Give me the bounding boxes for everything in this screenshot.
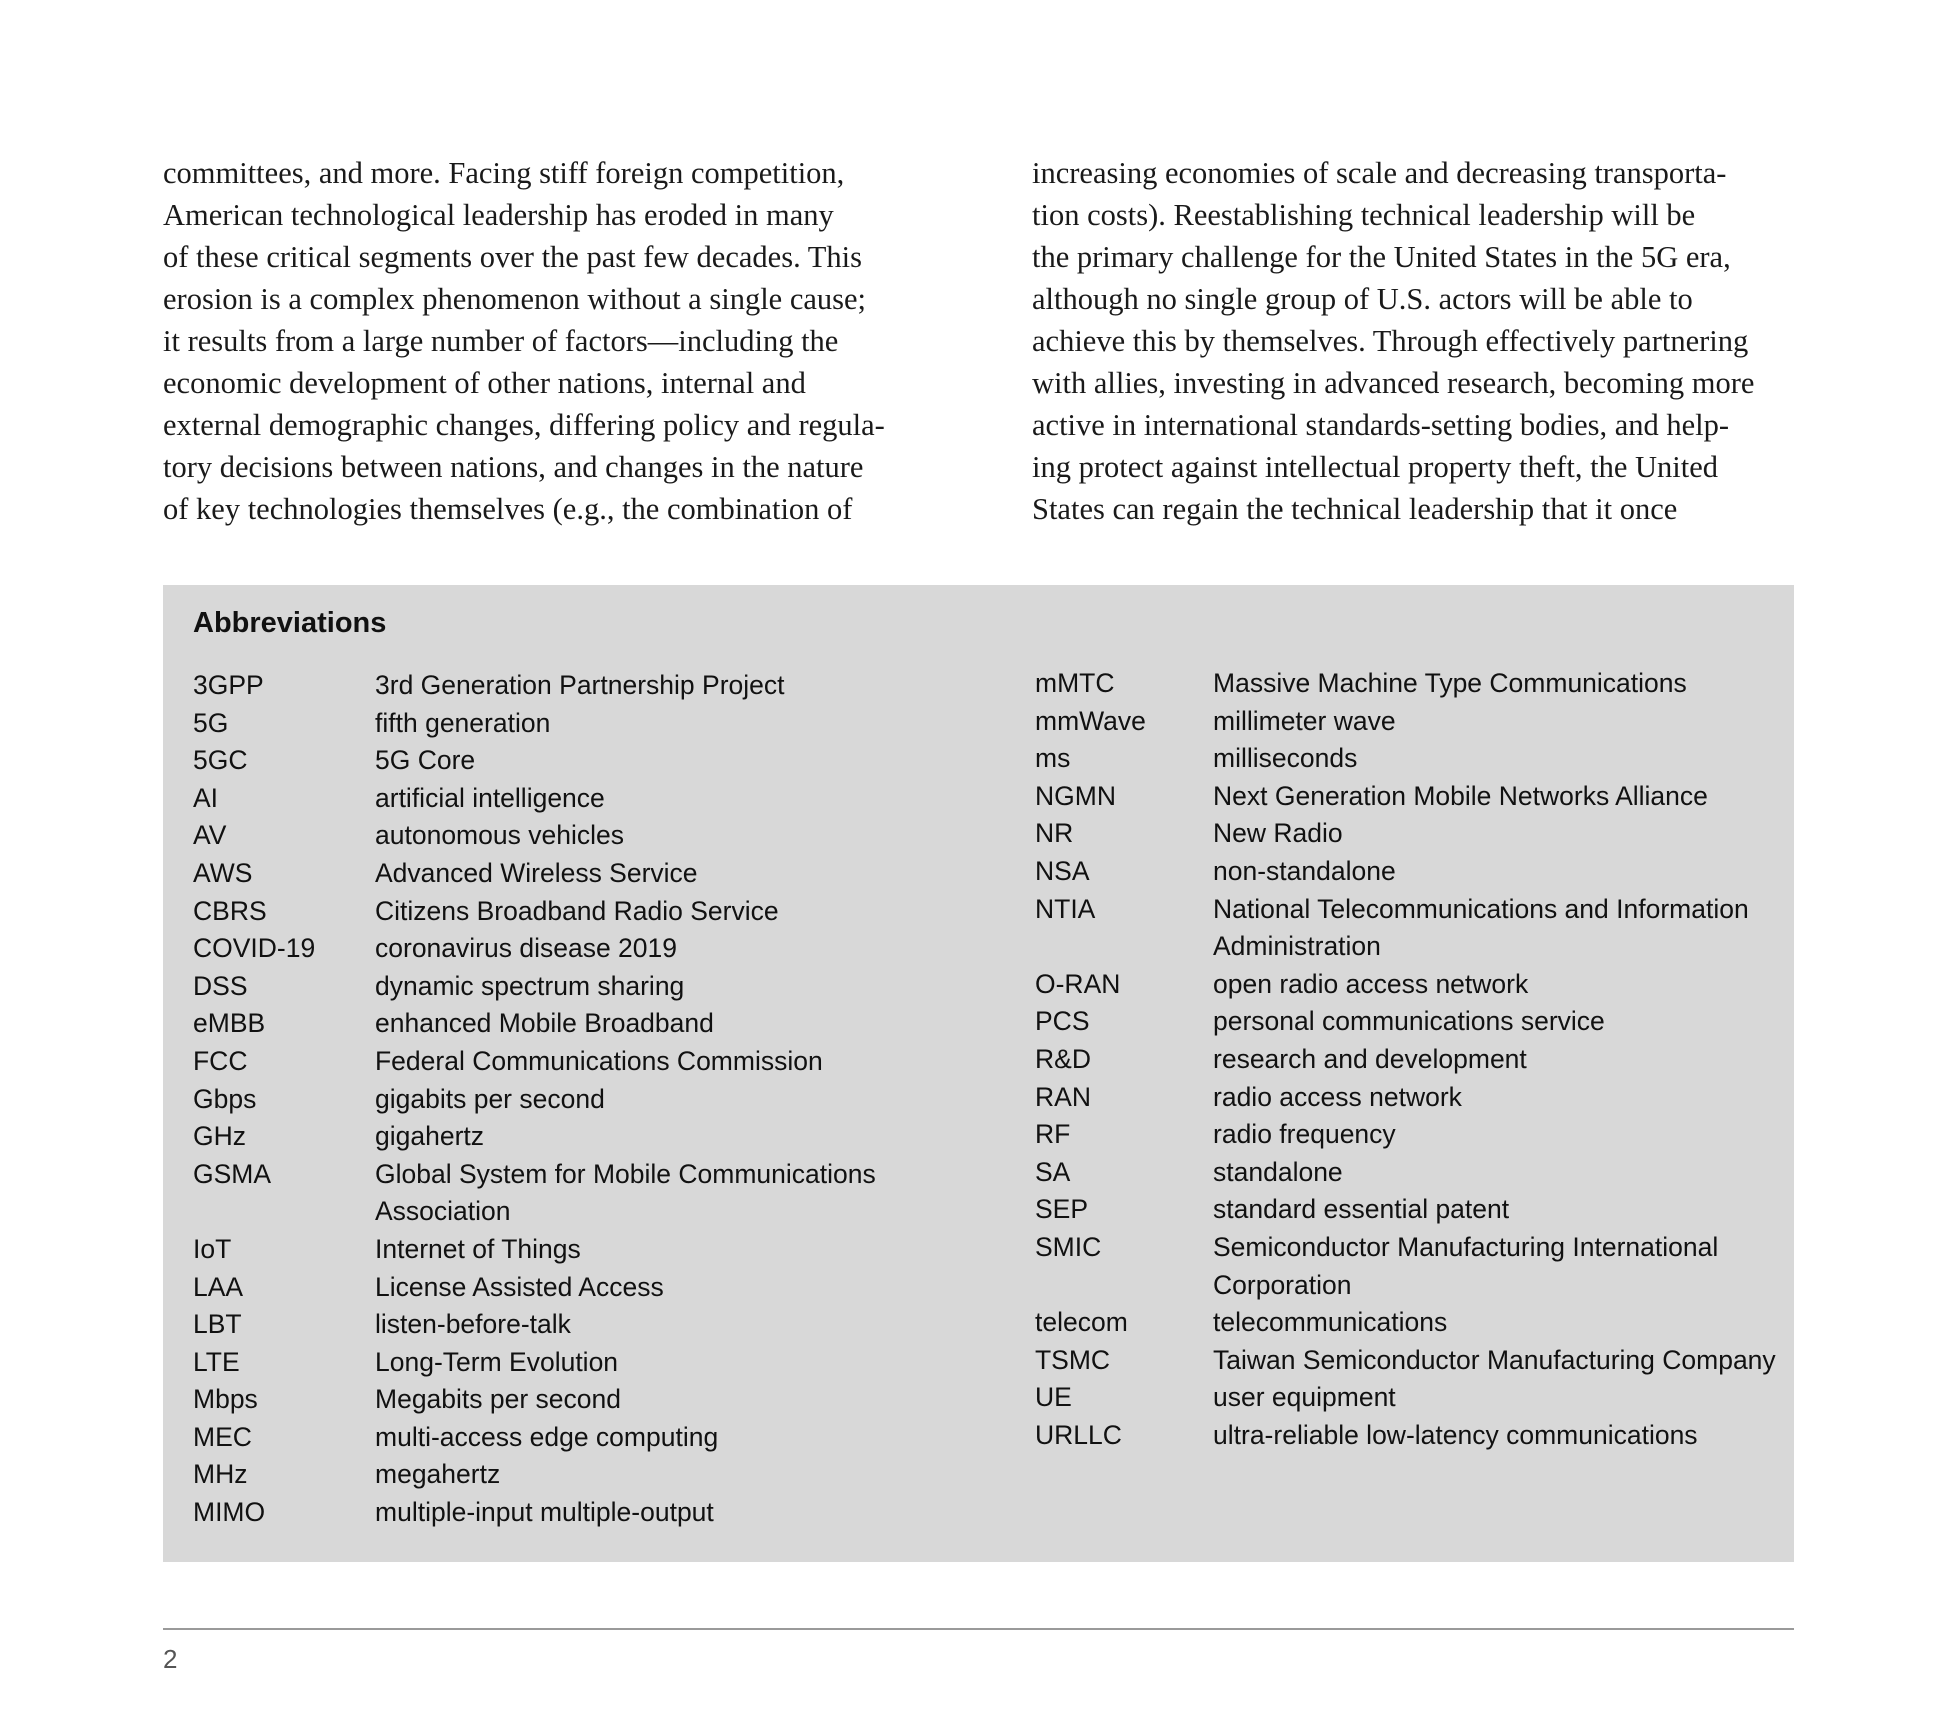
abbreviation-definition: gigahertz — [375, 1121, 485, 1152]
abbreviation-definition: Long-Term Evolution — [375, 1346, 619, 1377]
abbreviation-definition: Federal Communications Commission — [375, 1045, 823, 1076]
abbreviation-term: MIMO — [193, 1497, 266, 1528]
abbreviation-term: LAA — [193, 1271, 244, 1302]
abbreviation-definition: gigabits per second — [375, 1083, 605, 1114]
abbreviation-term: RAN — [1035, 1081, 1091, 1112]
abbreviation-term: SEP — [1035, 1194, 1089, 1225]
abbreviation-term: mMTC — [1035, 668, 1115, 698]
abbreviation-row — [1035, 1116, 1788, 1154]
abbreviation-definition: user equipment — [1213, 1382, 1396, 1413]
abbreviation-definition: autonomous vehicles — [375, 820, 624, 851]
abbreviation-definition: Citizens Broadband Radio Service — [375, 895, 779, 926]
abbreviations-box — [163, 585, 1794, 1562]
abbreviation-row — [1035, 1342, 1788, 1380]
abbreviation-term: NGMN — [1035, 780, 1116, 811]
abbreviation-definition: Taiwan Semiconductor Manufacturing Company — [1213, 1344, 1776, 1375]
abbreviation-row — [1035, 740, 1788, 778]
abbreviation-term: Mbps — [193, 1384, 258, 1415]
abbreviation-row — [1035, 815, 1788, 853]
abbreviation-term: PCS — [1035, 1006, 1090, 1037]
abbreviation-row — [193, 817, 935, 855]
abbreviation-row — [193, 1419, 935, 1457]
body-text-line: States can regain the technical leadership that it once — [1032, 492, 1678, 526]
abbreviation-term: COVID-19 — [193, 933, 316, 964]
abbreviation-row — [1035, 778, 1788, 816]
abbreviation-definition: artificial intelligence — [375, 782, 605, 813]
abbreviation-term: UE — [1035, 1382, 1072, 1413]
abbreviation-definition: Semiconductor Manufacturing International Corporation — [1213, 1231, 1719, 1300]
body-text-line: with allies, investing in advanced research, becoming more — [1032, 366, 1755, 400]
body-text-line: committees, and more. Facing stiff foreign competition, — [163, 156, 845, 190]
abbreviation-row — [193, 780, 935, 818]
abbreviation-term: Gbps — [193, 1083, 257, 1114]
body-text-line: American technological leadership has eroded in many — [163, 198, 834, 232]
abbreviation-row — [193, 1494, 935, 1532]
abbreviation-row — [1035, 1041, 1788, 1079]
abbreviation-definition: Next Generation Mobile Networks Alliance — [1213, 780, 1708, 811]
abbreviation-term: AWS — [193, 857, 253, 888]
abbreviation-row — [1035, 1191, 1788, 1229]
abbreviation-term: URLLC — [1035, 1419, 1122, 1450]
abbreviation-row — [193, 742, 935, 780]
abbreviation-term: TSMC — [1035, 1344, 1111, 1375]
abbreviation-definition: non-standalone — [1213, 855, 1396, 886]
abbreviation-row — [193, 667, 935, 705]
abbreviations-list-right — [1035, 665, 1788, 1454]
abbreviations-list-left — [193, 667, 935, 1532]
page-number: 2 — [163, 1644, 178, 1674]
abbreviation-definition: listen-before-talk — [375, 1309, 571, 1340]
abbreviation-definition: 5G Core — [375, 745, 476, 776]
abbreviation-row — [1035, 966, 1788, 1004]
abbreviation-row — [193, 1381, 935, 1419]
body-text-right-column — [1032, 152, 1802, 530]
abbreviation-term: RF — [1035, 1119, 1071, 1150]
abbreviation-term: 5G — [193, 707, 229, 738]
abbreviation-row — [1035, 1229, 1788, 1304]
abbreviation-definition: millimeter wave — [1213, 705, 1396, 736]
body-text-line: active in international standards-setting bodies, and help- — [1032, 408, 1730, 442]
abbreviation-definition: radio access network — [1213, 1081, 1462, 1112]
abbreviation-definition: fifth generation — [375, 707, 551, 738]
abbreviation-definition: Advanced Wireless Service — [375, 857, 698, 888]
abbreviation-row — [193, 930, 935, 968]
abbreviation-row — [193, 1269, 935, 1307]
abbreviation-row — [193, 968, 935, 1006]
abbreviation-term: SMIC — [1035, 1231, 1102, 1262]
abbreviation-row — [1035, 1304, 1788, 1342]
abbreviation-row — [193, 1118, 935, 1156]
abbreviation-row — [193, 705, 935, 743]
abbreviation-term: telecom — [1035, 1307, 1128, 1338]
body-text-line: tory decisions between nations, and changes in the nature — [163, 450, 864, 484]
body-text-line: although no single group of U.S. actors will be able to — [1032, 282, 1693, 316]
abbreviation-term: MHz — [193, 1459, 248, 1490]
body-text-line: tion costs). Reestablishing technical leadership will be — [1032, 198, 1696, 232]
body-text-line: external demographic changes, differing policy and regula- — [163, 408, 885, 442]
abbreviation-term: mmWave — [1035, 705, 1146, 736]
abbreviation-definition: 3rd Generation Partnership Project — [375, 670, 785, 700]
abbreviation-row — [1035, 1154, 1788, 1192]
abbreviation-term: CBRS — [193, 895, 267, 926]
abbreviation-term: SA — [1035, 1156, 1071, 1187]
abbreviation-row — [193, 893, 935, 931]
abbreviation-term: 3GPP — [193, 670, 264, 700]
abbreviation-definition: milliseconds — [1213, 743, 1358, 774]
abbreviation-definition: National Telecommunications and Information Administration — [1213, 893, 1749, 962]
abbreviation-term: AV — [193, 820, 227, 851]
abbreviation-row — [193, 1081, 935, 1119]
abbreviation-definition: License Assisted Access — [375, 1271, 664, 1302]
abbreviation-definition: multiple-input multiple-output — [375, 1497, 714, 1528]
abbreviation-definition: megahertz — [375, 1459, 501, 1490]
body-text-line: increasing economies of scale and decreasing transporta- — [1032, 156, 1727, 190]
body-text-line: the primary challenge for the United States in the 5G era, — [1032, 240, 1731, 274]
abbreviation-row — [193, 1231, 935, 1269]
abbreviation-definition: multi-access edge computing — [375, 1421, 719, 1452]
abbreviation-row — [1035, 1379, 1788, 1417]
abbreviation-definition: New Radio — [1213, 818, 1343, 849]
abbreviation-term: LBT — [193, 1309, 242, 1340]
body-text-line: of these critical segments over the past few decades. This — [163, 240, 862, 274]
abbreviation-definition: Global System for Mobile Communications Association — [375, 1158, 876, 1227]
abbreviation-row — [1035, 891, 1788, 966]
abbreviation-term: LTE — [193, 1346, 240, 1377]
abbreviation-term: NTIA — [1035, 893, 1096, 924]
abbreviation-row — [1035, 665, 1788, 703]
abbreviation-term: MEC — [193, 1421, 252, 1452]
abbreviation-row — [193, 1005, 935, 1043]
body-text-line: it results from a large number of factors—including the — [163, 324, 839, 358]
abbreviation-definition: coronavirus disease 2019 — [375, 933, 677, 964]
abbreviation-definition: open radio access network — [1213, 968, 1529, 999]
abbreviation-term: GSMA — [193, 1158, 272, 1189]
abbreviation-definition: personal communications service — [1213, 1006, 1605, 1037]
abbreviation-term: DSS — [193, 970, 248, 1001]
abbreviation-row — [1035, 1417, 1788, 1455]
abbreviation-row — [193, 1344, 935, 1382]
abbreviation-definition: dynamic spectrum sharing — [375, 970, 685, 1001]
abbreviation-definition: ultra-reliable low-latency communications — [1213, 1419, 1698, 1450]
abbreviation-term: IoT — [193, 1233, 232, 1264]
abbreviation-row — [193, 855, 935, 893]
abbreviation-row — [193, 1043, 935, 1081]
abbreviation-term: ms — [1035, 743, 1071, 774]
body-text-left-column — [163, 152, 933, 530]
abbreviation-row — [193, 1456, 935, 1494]
body-text-line: economic development of other nations, internal and — [163, 366, 806, 400]
abbreviation-term: 5GC — [193, 745, 248, 776]
abbreviation-definition: Internet of Things — [375, 1233, 581, 1264]
abbreviation-term: eMBB — [193, 1008, 266, 1039]
body-text-line: erosion is a complex phenomenon without a single cause; — [163, 282, 867, 316]
abbreviation-row — [193, 1156, 935, 1231]
abbreviations-title: Abbreviations — [193, 607, 387, 639]
abbreviation-term: GHz — [193, 1121, 246, 1152]
abbreviation-definition: research and development — [1213, 1043, 1527, 1074]
abbreviation-definition: Massive Machine Type Communications — [1213, 668, 1687, 698]
abbreviation-definition: radio frequency — [1213, 1119, 1396, 1150]
abbreviation-definition: enhanced Mobile Broadband — [375, 1008, 714, 1039]
abbreviation-term: O-RAN — [1035, 968, 1121, 999]
body-text-line: ing protect against intellectual property theft, the United — [1032, 450, 1719, 484]
body-text-line: of key technologies themselves (e.g., the combination of — [163, 492, 853, 526]
abbreviation-term: NSA — [1035, 855, 1090, 886]
abbreviation-row — [193, 1306, 935, 1344]
abbreviation-row — [1035, 703, 1788, 741]
abbreviation-term: R&D — [1035, 1043, 1091, 1074]
abbreviation-term: NR — [1035, 818, 1074, 849]
abbreviation-term: FCC — [193, 1045, 248, 1076]
abbreviation-definition: telecommunications — [1213, 1307, 1448, 1338]
abbreviation-row — [1035, 1003, 1788, 1041]
abbreviation-definition: standalone — [1213, 1156, 1343, 1187]
footer-divider — [163, 1628, 1794, 1630]
abbreviation-row — [1035, 1079, 1788, 1117]
abbreviation-term: AI — [193, 782, 219, 813]
abbreviation-definition: standard essential patent — [1213, 1194, 1510, 1225]
abbreviation-definition: Megabits per second — [375, 1384, 622, 1415]
body-text-line: achieve this by themselves. Through effectively partnering — [1032, 324, 1749, 358]
abbreviation-row — [1035, 853, 1788, 891]
